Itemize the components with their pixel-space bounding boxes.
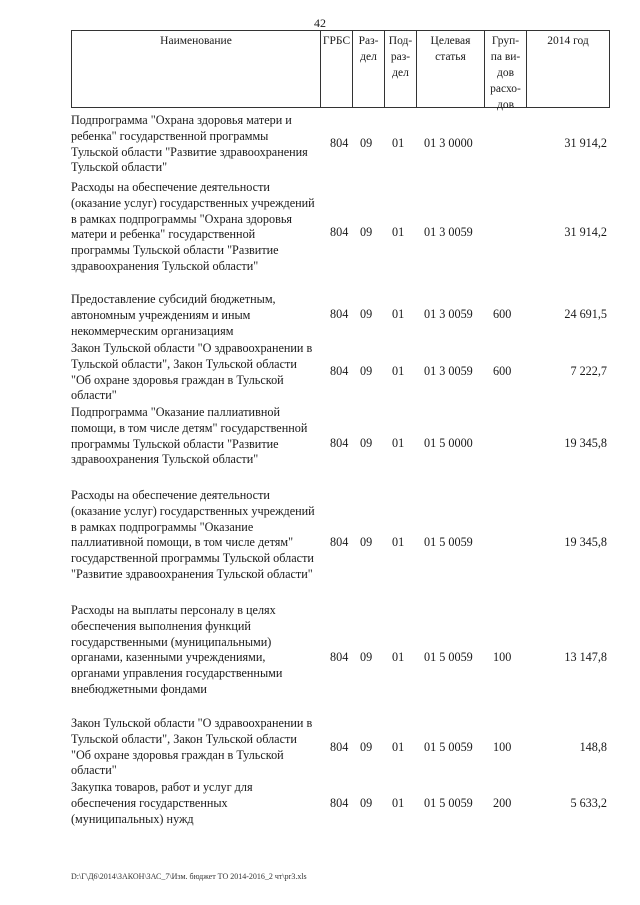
row-razdel: 09	[360, 307, 373, 321]
row-podrazdel: 01	[392, 364, 405, 378]
row-name: Подпрограмма "Охрана здоровья матери и ребенка" государственной программы Тульской области "Развитие здравоохранения Тульской области"	[71, 113, 308, 175]
row-razdel: 09	[360, 535, 373, 549]
table-row	[0, 292, 640, 340]
row-gruppa: 600	[493, 364, 512, 378]
row-grbs: 804	[330, 364, 349, 378]
table-row	[0, 716, 640, 779]
header-name: Наименование	[71, 30, 320, 108]
table-row	[0, 180, 640, 290]
row-grbs: 804	[330, 136, 349, 150]
table-row	[0, 488, 640, 600]
row-razdel: 09	[360, 136, 373, 150]
row-sum: 148,8	[579, 740, 607, 754]
row-name: Закон Тульской области "О здравоохранении в Тульской области", Закон Тульской области "Об охране здоровья граждан в Тульской области"	[71, 341, 313, 403]
row-name: Расходы на выплаты персоналу в целях обеспечения выполнения функций государственными (муниципальными) органами, казенными учреждениями, органами управления государственными внебюджетными фондами	[71, 603, 283, 696]
row-celevaya: 01 5 0059	[424, 796, 473, 810]
row-razdel: 09	[360, 436, 373, 450]
row-sum: 24 691,5	[564, 307, 607, 321]
row-celevaya: 01 5 0059	[424, 535, 473, 549]
row-sum: 5 633,2	[570, 796, 607, 810]
row-gruppa: 100	[493, 650, 512, 664]
row-razdel: 09	[360, 225, 373, 239]
row-podrazdel: 01	[392, 225, 405, 239]
row-podrazdel: 01	[392, 740, 405, 754]
row-grbs: 804	[330, 225, 349, 239]
row-sum: 7 222,7	[570, 364, 607, 378]
file-path-footer: D:\Г\Д6\2014\ЗАКОН\ЗАС_7\Изм. бюджет ТО 2014-2016_2 чт\pr3.xls	[71, 872, 307, 881]
row-podrazdel: 01	[392, 535, 405, 549]
row-sum: 31 914,2	[564, 136, 607, 150]
header-celevaya: Целевая статья	[416, 30, 484, 108]
row-name: Подпрограмма "Оказание паллиативной помощи, в том числе детям" государственной программы Тульской области "Развитие здравоохранения Тульской области"	[71, 405, 308, 467]
row-razdel: 09	[360, 740, 373, 754]
row-celevaya: 01 3 0059	[424, 364, 473, 378]
row-sum: 31 914,2	[564, 225, 607, 239]
row-grbs: 804	[330, 307, 349, 321]
header-year: 2014 год	[526, 30, 610, 108]
row-grbs: 804	[330, 535, 349, 549]
row-podrazdel: 01	[392, 796, 405, 810]
row-gruppa: 100	[493, 740, 512, 754]
row-grbs: 804	[330, 740, 349, 754]
row-name: Расходы на обеспечение деятельности (оказание услуг) государственных учреждений в рамках подпрограммы "Охрана здоровья матери и ребенка" государственной программы Тульской области "Развитие здравоохранения Тульской области"	[71, 180, 315, 273]
table-row	[0, 603, 640, 715]
row-sum: 19 345,8	[564, 436, 607, 450]
row-razdel: 09	[360, 364, 373, 378]
header-podrazdel: Под- раз- дел	[384, 30, 416, 108]
row-grbs: 804	[330, 650, 349, 664]
row-sum: 13 147,8	[564, 650, 607, 664]
table-row	[0, 113, 640, 177]
row-gruppa: 200	[493, 796, 512, 810]
row-razdel: 09	[360, 650, 373, 664]
row-name: Предоставление субсидий бюджетным, автономным учреждениям и иным некоммерческим организациям	[71, 292, 276, 338]
header-razdel: Раз- дел	[352, 30, 384, 108]
row-podrazdel: 01	[392, 307, 405, 321]
row-podrazdel: 01	[392, 136, 405, 150]
row-name: Расходы на обеспечение деятельности (оказание услуг) государственных учреждений в рамках подпрограммы "Оказание паллиативной помощи, в том числе детям" государственной программы Тульской области "Развитие здравоохранения Тульской области"	[71, 488, 315, 581]
page-number: 42	[314, 16, 326, 30]
row-podrazdel: 01	[392, 436, 405, 450]
row-celevaya: 01 5 0059	[424, 650, 473, 664]
row-podrazdel: 01	[392, 650, 405, 664]
table-row	[0, 405, 640, 485]
header-grbs: ГРБС	[320, 30, 352, 108]
row-celevaya: 01 5 0059	[424, 740, 473, 754]
row-celevaya: 01 5 0000	[424, 436, 473, 450]
row-razdel: 09	[360, 796, 373, 810]
row-celevaya: 01 3 0059	[424, 307, 473, 321]
row-grbs: 804	[330, 436, 349, 450]
header-gruppa: Груп- па ви- дов расхо- дов	[484, 30, 526, 108]
row-celevaya: 01 3 0000	[424, 136, 473, 150]
table-row	[0, 780, 640, 828]
table-row	[0, 341, 640, 404]
row-name: Закупка товаров, работ и услуг для обеспечения государственных (муниципальных) нужд	[71, 780, 253, 826]
row-grbs: 804	[330, 796, 349, 810]
row-celevaya: 01 3 0059	[424, 225, 473, 239]
row-name: Закон Тульской области "О здравоохранении в Тульской области", Закон Тульской области "Об охране здоровья граждан в Тульской области"	[71, 716, 313, 778]
row-gruppa: 600	[493, 307, 512, 321]
row-sum: 19 345,8	[564, 535, 607, 549]
